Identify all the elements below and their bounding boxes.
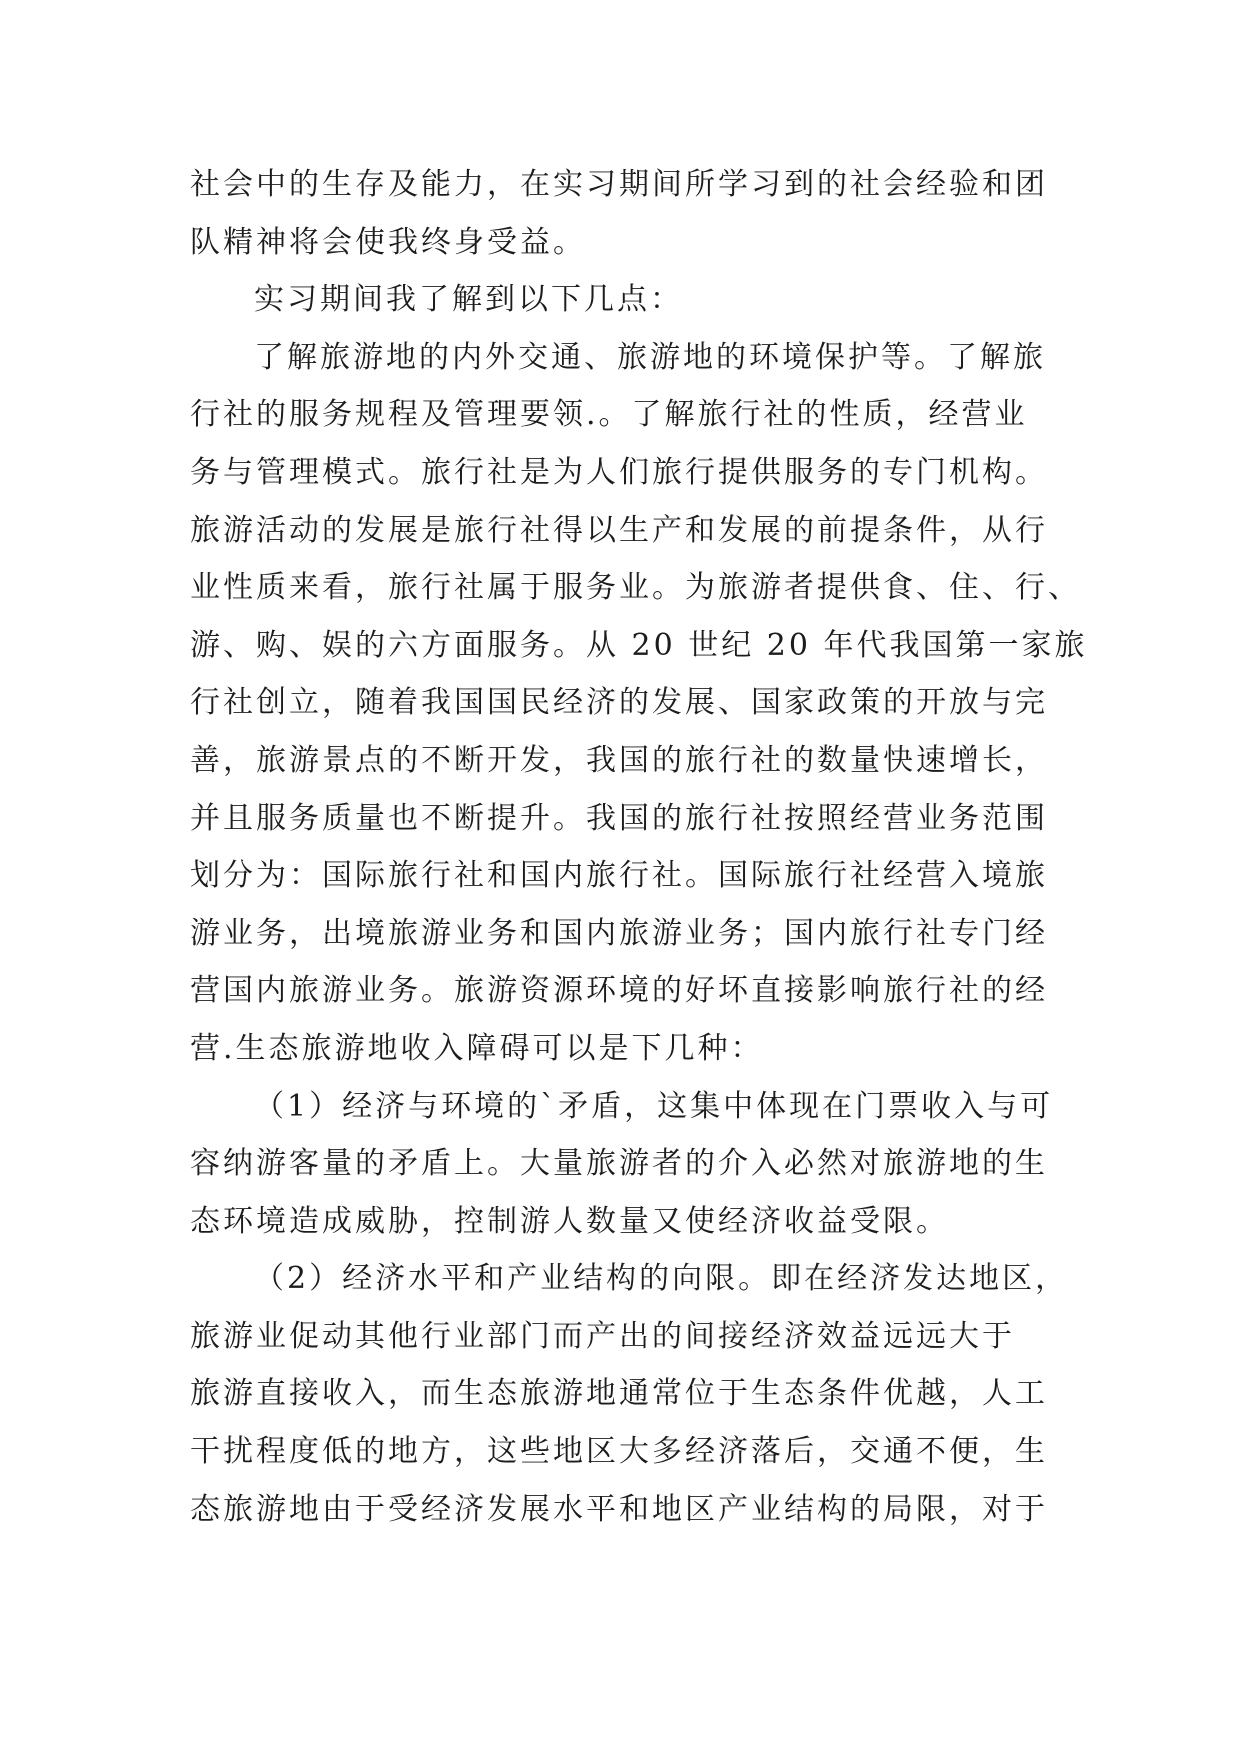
text-line: 并且服务质量也不断提升。我国的旅行社按照经营业务范围 <box>190 800 1048 836</box>
text-line: 社会中的生存及能力，在实习期间所学习到的社会经验和团 <box>190 167 1048 202</box>
text-line: 干扰程度低的地方，这些地区大多经济落后，交通不便，生 <box>190 1434 1048 1470</box>
text-line: 业性质来看，旅行社属于服务业。为旅游者提供食、住、行、 <box>190 570 1081 606</box>
text-line: 善，旅游景点的不断开发，我国的旅行社的数量快速增长， <box>190 742 1048 778</box>
text-line: 游、购、娱的六方面服务。从 20 世纪 20 年代我国第一家旅 <box>190 627 1088 663</box>
text-line: 行社创立，随着我国国民经济的发展、国家政策的开放与完 <box>190 685 1048 721</box>
text-line: 旅游活动的发展是旅行社得以生产和发展的前提条件，从行 <box>190 512 1048 548</box>
body-text <box>190 156 1088 1538</box>
text-line: 队精神将会使我终身受益。 <box>190 224 586 260</box>
text-line: 务与管理模式。旅行社是为人们旅行提供服务的专门机构。 <box>190 454 1048 490</box>
text-line: 营国内旅游业务。旅游资源环境的好坏直接影响旅行社的经 <box>190 973 1048 1009</box>
text-line: 了解旅游地的内外交通、旅游地的环境保护等。了解旅 <box>254 339 1046 375</box>
text-line: 态旅游地由于受经济发展水平和地区产业结构的局限，对于 <box>190 1491 1048 1527</box>
text-line: 行社的服务规程及管理要领.。了解旅行社的性质，经营业 <box>190 397 1028 433</box>
text-line: 态环境造成威胁，控制游人数量又使经济收益受限。 <box>190 1203 949 1239</box>
text-line: 旅游业促动其他行业部门而产出的间接经济效益远远大于 <box>190 1318 1015 1354</box>
text-line: 实习期间我了解到以下几点： <box>254 282 683 318</box>
text-line: 划分为：国际旅行社和国内旅行社。国际旅行社经营入境旅 <box>190 858 1048 894</box>
text-line: 容纳游客量的矛盾上。大量旅游者的介入必然对旅游地的生 <box>190 1146 1048 1182</box>
text-line: 旅游直接收入，而生态旅游地通常位于生态条件优越，人工 <box>190 1376 1048 1412</box>
text-line: （2）经济水平和产业结构的向限。即在经济发达地区， <box>254 1261 1069 1297</box>
text-line: 营.生态旅游地收入障碍可以是下几种： <box>190 1030 764 1066</box>
text-line: （1）经济与环境的`矛盾，这集中体现在门票收入与可 <box>254 1088 1054 1124</box>
text-line: 游业务，出境旅游业务和国内旅游业务；国内旅行社专门经 <box>190 915 1048 951</box>
